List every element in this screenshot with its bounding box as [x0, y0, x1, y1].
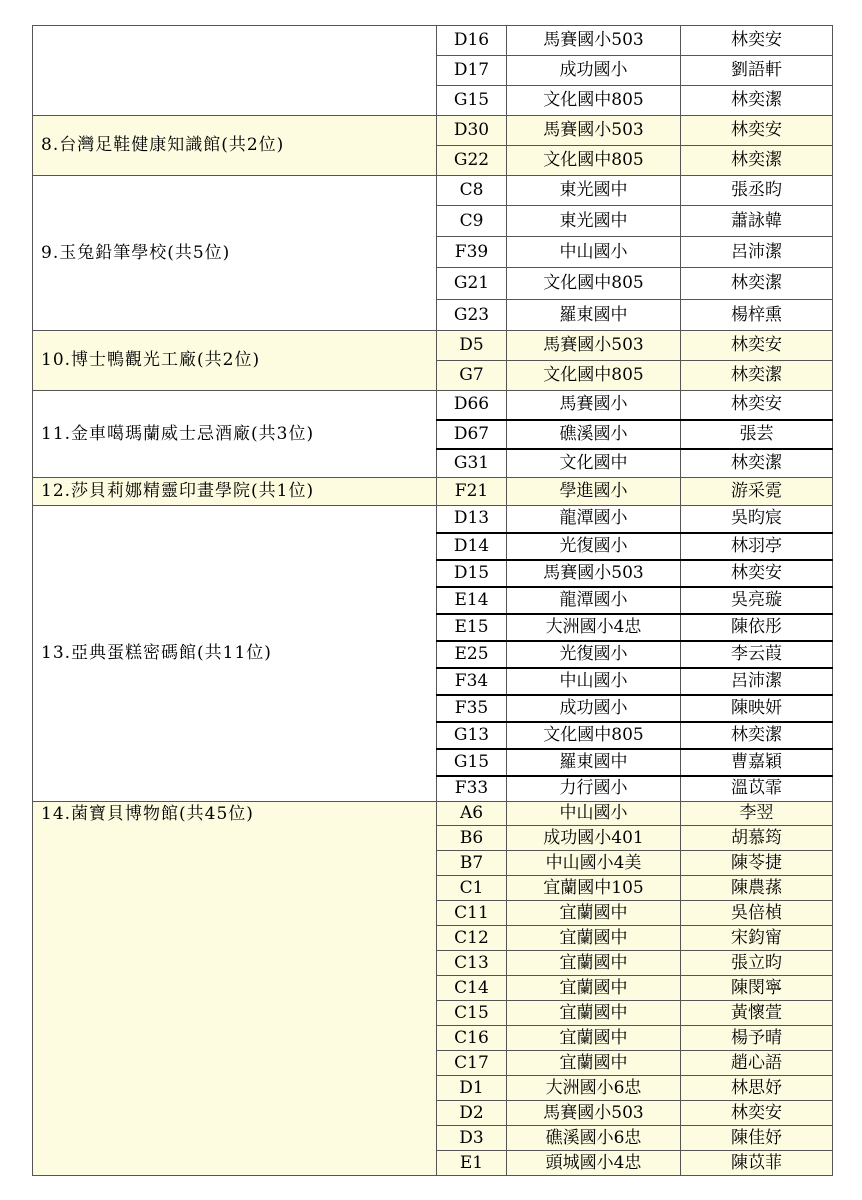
school-cell: 頭城國小4忠 — [507, 1151, 681, 1176]
code-cell: D16 — [437, 26, 507, 56]
school-cell: 文化國中805 — [507, 361, 681, 391]
name-cell: 曹嘉穎 — [681, 749, 833, 776]
code-cell: E14 — [437, 587, 507, 614]
name-cell: 陳閔寧 — [681, 976, 833, 1001]
name-cell: 林奕安 — [681, 560, 833, 587]
name-cell: 林奕潔 — [681, 449, 833, 478]
venue-cell: 14.菌寶貝博物館(共45位) — [33, 802, 437, 1176]
school-cell: 宜蘭國中 — [507, 926, 681, 951]
school-cell: 成功國小 — [507, 56, 681, 86]
name-cell: 宋鈞甯 — [681, 926, 833, 951]
school-cell: 馬賽國小503 — [507, 331, 681, 361]
table-row — [33, 26, 833, 56]
code-cell: G7 — [437, 361, 507, 391]
code-cell: A6 — [437, 802, 507, 826]
code-cell: F35 — [437, 695, 507, 722]
name-cell: 游采霓 — [681, 478, 833, 506]
school-cell: 文化國中805 — [507, 268, 681, 300]
code-cell: C17 — [437, 1051, 507, 1076]
code-cell: D30 — [437, 116, 507, 146]
school-cell: 馬賽國小 — [507, 391, 681, 420]
name-cell: 溫苡霏 — [681, 776, 833, 802]
code-cell: E15 — [437, 614, 507, 641]
school-cell: 宜蘭國中 — [507, 951, 681, 976]
code-cell: F34 — [437, 668, 507, 695]
school-cell: 光復國小 — [507, 641, 681, 668]
venue-cell: 10.博士鴨觀光工廠(共2位) — [33, 331, 437, 391]
table-row — [33, 116, 833, 146]
venue-cell: 11.金車噶瑪蘭威士忌酒廠(共3位) — [33, 391, 437, 478]
code-cell: F39 — [437, 237, 507, 268]
table-row — [33, 506, 833, 533]
code-cell: D3 — [437, 1126, 507, 1151]
venue-cell: 9.玉兔鉛筆學校(共5位) — [33, 176, 437, 331]
school-cell: 大洲國小4忠 — [507, 614, 681, 641]
name-cell: 黃懷萱 — [681, 1001, 833, 1026]
name-cell: 李翌 — [681, 802, 833, 826]
school-cell: 文化國中805 — [507, 146, 681, 176]
name-cell: 蕭詠韓 — [681, 206, 833, 237]
school-cell: 光復國小 — [507, 533, 681, 560]
school-cell: 東光國中 — [507, 176, 681, 206]
code-cell: C15 — [437, 1001, 507, 1026]
school-cell: 馬賽國小503 — [507, 1101, 681, 1126]
code-cell: D2 — [437, 1101, 507, 1126]
name-cell: 林奕安 — [681, 331, 833, 361]
school-cell: 宜蘭國中 — [507, 901, 681, 926]
school-cell: 宜蘭國中 — [507, 1026, 681, 1051]
code-cell: D66 — [437, 391, 507, 420]
school-cell: 成功國小 — [507, 695, 681, 722]
code-cell: G15 — [437, 749, 507, 776]
code-cell: C1 — [437, 876, 507, 901]
school-cell: 宜蘭國中 — [507, 976, 681, 1001]
table-row — [33, 331, 833, 361]
name-cell: 呂沛潔 — [681, 237, 833, 268]
name-cell: 張丞昀 — [681, 176, 833, 206]
school-cell: 馬賽國小503 — [507, 116, 681, 146]
code-cell: E25 — [437, 641, 507, 668]
name-cell: 林奕潔 — [681, 722, 833, 749]
school-cell: 礁溪國小6忠 — [507, 1126, 681, 1151]
code-cell: E1 — [437, 1151, 507, 1176]
code-cell: C16 — [437, 1026, 507, 1051]
name-cell: 林奕安 — [681, 116, 833, 146]
school-cell: 成功國小401 — [507, 826, 681, 851]
name-cell: 林奕安 — [681, 26, 833, 56]
venue-cell — [33, 26, 437, 116]
venue-cell: 12.莎貝莉娜精靈印畫學院(共1位) — [33, 478, 437, 506]
school-cell: 大洲國小6忠 — [507, 1076, 681, 1101]
venue-cell: 8.台灣足鞋健康知識館(共2位) — [33, 116, 437, 176]
name-cell: 吳昀宸 — [681, 506, 833, 533]
code-cell: C9 — [437, 206, 507, 237]
name-cell: 林奕潔 — [681, 146, 833, 176]
table-row — [33, 391, 833, 420]
code-cell: C8 — [437, 176, 507, 206]
name-cell: 張立昀 — [681, 951, 833, 976]
name-cell: 劉語軒 — [681, 56, 833, 86]
code-cell: G23 — [437, 300, 507, 331]
school-cell: 龍潭國小 — [507, 506, 681, 533]
name-cell: 吳亮璇 — [681, 587, 833, 614]
code-cell: G31 — [437, 449, 507, 478]
name-cell: 林奕潔 — [681, 361, 833, 391]
name-cell: 吳倍楨 — [681, 901, 833, 926]
code-cell: B6 — [437, 826, 507, 851]
participants-table — [32, 25, 833, 1176]
code-cell: G13 — [437, 722, 507, 749]
name-cell: 陳依彤 — [681, 614, 833, 641]
code-cell: G15 — [437, 86, 507, 116]
name-cell: 林奕潔 — [681, 86, 833, 116]
school-cell: 羅東國中 — [507, 749, 681, 776]
code-cell: C12 — [437, 926, 507, 951]
table-row — [33, 176, 833, 206]
school-cell: 中山國小 — [507, 237, 681, 268]
name-cell: 陳映妍 — [681, 695, 833, 722]
name-cell: 林奕安 — [681, 1101, 833, 1126]
name-cell: 楊予晴 — [681, 1026, 833, 1051]
code-cell: F21 — [437, 478, 507, 506]
venue-cell: 13.亞典蛋糕密碼館(共11位) — [33, 506, 437, 802]
school-cell: 中山國小 — [507, 668, 681, 695]
school-cell: 馬賽國小503 — [507, 26, 681, 56]
code-cell: D13 — [437, 506, 507, 533]
school-cell: 文化國中805 — [507, 722, 681, 749]
code-cell: C13 — [437, 951, 507, 976]
code-cell: D14 — [437, 533, 507, 560]
name-cell: 陳佳妤 — [681, 1126, 833, 1151]
name-cell: 胡慕筠 — [681, 826, 833, 851]
name-cell: 呂沛潔 — [681, 668, 833, 695]
code-cell: D15 — [437, 560, 507, 587]
school-cell: 東光國中 — [507, 206, 681, 237]
name-cell: 楊梓熏 — [681, 300, 833, 331]
name-cell: 陳農蓀 — [681, 876, 833, 901]
name-cell: 林羽亭 — [681, 533, 833, 560]
code-cell: G22 — [437, 146, 507, 176]
name-cell: 林奕安 — [681, 391, 833, 420]
school-cell: 羅東國中 — [507, 300, 681, 331]
code-cell: B7 — [437, 851, 507, 876]
school-cell: 中山國小4美 — [507, 851, 681, 876]
school-cell: 宜蘭國中105 — [507, 876, 681, 901]
school-cell: 宜蘭國中 — [507, 1001, 681, 1026]
code-cell: F33 — [437, 776, 507, 802]
school-cell: 中山國小 — [507, 802, 681, 826]
name-cell: 李云葭 — [681, 641, 833, 668]
name-cell: 趙心語 — [681, 1051, 833, 1076]
school-cell: 學進國小 — [507, 478, 681, 506]
code-cell: D67 — [437, 420, 507, 449]
school-cell: 馬賽國小503 — [507, 560, 681, 587]
school-cell: 宜蘭國中 — [507, 1051, 681, 1076]
name-cell: 林奕潔 — [681, 268, 833, 300]
code-cell: C14 — [437, 976, 507, 1001]
name-cell: 陳苓捷 — [681, 851, 833, 876]
school-cell: 礁溪國小 — [507, 420, 681, 449]
name-cell: 林思妤 — [681, 1076, 833, 1101]
code-cell: D5 — [437, 331, 507, 361]
school-cell: 龍潭國小 — [507, 587, 681, 614]
code-cell: C11 — [437, 901, 507, 926]
table-row — [33, 802, 833, 826]
name-cell: 陳苡菲 — [681, 1151, 833, 1176]
code-cell: G21 — [437, 268, 507, 300]
name-cell: 張芸 — [681, 420, 833, 449]
school-cell: 文化國中 — [507, 449, 681, 478]
school-cell: 文化國中805 — [507, 86, 681, 116]
table-row — [33, 478, 833, 506]
school-cell: 力行國小 — [507, 776, 681, 802]
code-cell: D1 — [437, 1076, 507, 1101]
code-cell: D17 — [437, 56, 507, 86]
